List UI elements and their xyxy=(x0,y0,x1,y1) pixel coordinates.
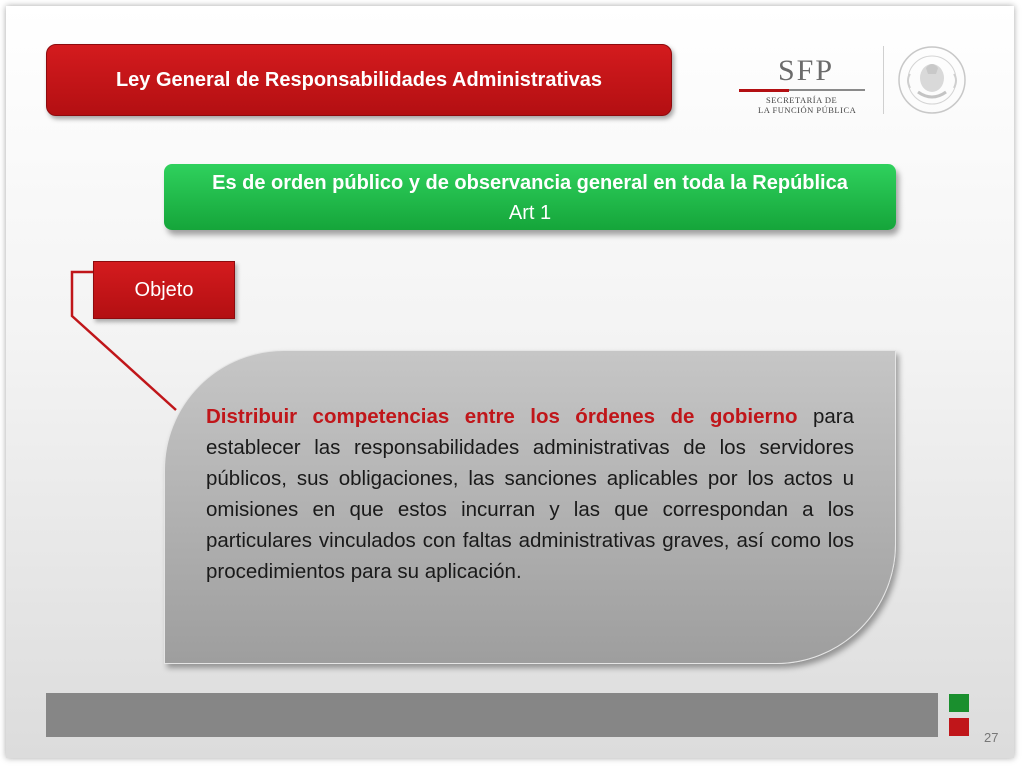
footer-red-square xyxy=(949,718,969,736)
sfp-acronym: SFP xyxy=(778,54,835,87)
footer-bar xyxy=(46,693,938,737)
slide-title-text: Ley General de Responsabilidades Administrativas xyxy=(115,68,603,91)
slide xyxy=(6,6,1014,758)
sfp-subtitle-line2: LA FUNCIÓN PÚBLICA xyxy=(758,105,857,115)
mexican-coat-of-arms-seal-icon xyxy=(896,44,968,116)
footer-green-square xyxy=(949,694,969,712)
logo-gray-line xyxy=(789,89,865,91)
logo-red-line xyxy=(739,89,789,92)
content-rest: para establecer las responsabilidades administrativas de los servidores públicos, sus obligaciones, las sanciones aplicables por los actos u omisiones en que estos incurran y las que correspondan a los particulares vinculados con faltas administrativas graves, así como los procedimientos para su aplicación. xyxy=(206,405,854,583)
objeto-label: Objeto xyxy=(134,278,194,301)
content-highlight: Distribuir competencias entre los órdenes de gobierno xyxy=(206,405,798,428)
scope-banner xyxy=(164,164,896,230)
slide-title xyxy=(46,44,672,116)
logo-divider xyxy=(883,46,884,114)
scope-banner-article: Art 1 xyxy=(508,202,552,224)
sfp-subtitle-line1: SECRETARÍA DE xyxy=(766,95,838,105)
content-paragraph xyxy=(206,401,854,587)
objeto-label-box xyxy=(93,261,235,319)
scope-banner-line1: Es de orden público y de observancia general en toda la República xyxy=(212,172,848,194)
page-number: 27 xyxy=(984,730,999,745)
